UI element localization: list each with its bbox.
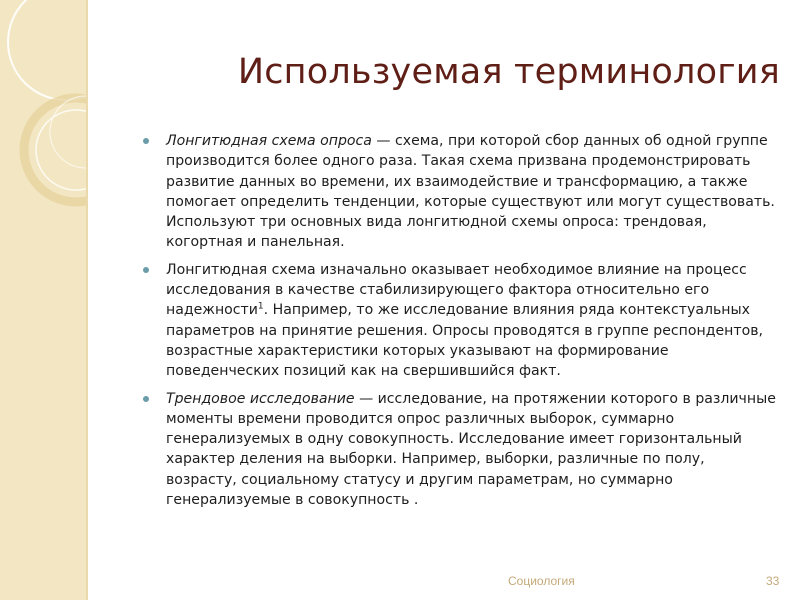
bullet-term: Трендовое исследование	[166, 390, 355, 407]
bullet-term: Лонгитюдная схема опроса	[166, 133, 372, 149]
footer-title: Социология	[508, 574, 575, 588]
bullet-item	[142, 131, 778, 253]
bullet-text: — исследование, на протяжении которого в различные моменты времени проводится опрос различных выборок, суммарно генерализуемых в одну совокупность. Исследование имеет горизонтальный характер деления на выборки. Например, выборки, различные по полу, возрасту, социальному статусу и другим параметрам, но суммарно генерализуемые в совокупность .	[166, 390, 776, 509]
bullet-dot-icon	[143, 267, 149, 273]
bullet-text: — схема, при которой сбор данных об одной группе производится более одного раза. Такая схема призвана продемонстрировать развитие данных во времени, их взаимодействие и трансформацию, а также помогает определить тенденции, которые существуют или могут существовать. Используют три основных вида лонгитюдной схемы опроса: трендовая, когортная и панельная.	[166, 133, 775, 251]
decorative-side-strip	[0, 0, 88, 600]
footnote-marker: 1	[257, 301, 264, 312]
decorative-circles-icon	[0, 0, 88, 600]
strip-edge	[86, 0, 88, 600]
bullet-list	[142, 131, 778, 517]
bullet-item	[142, 260, 778, 382]
slide-title: Используемая терминология	[237, 52, 780, 92]
bullet-dot-icon	[143, 396, 149, 402]
bullet-text: Лонгитюдная схема изначально оказывает необходимое влияние на процесс исследования в качестве стабилизирующего фактора относительно его надежности	[166, 261, 747, 319]
page-number: 33	[766, 574, 780, 588]
bullet-item	[142, 389, 778, 511]
bullet-text: . Например, то же исследование влияния ряда контекстуальных параметров на принятие решения. Опросы проводятся в группе респондентов, возрастные характеристики которых указывают на формирование поведенческих позиций как на свершившийся факт.	[166, 302, 763, 380]
bullet-dot-icon	[143, 138, 149, 144]
